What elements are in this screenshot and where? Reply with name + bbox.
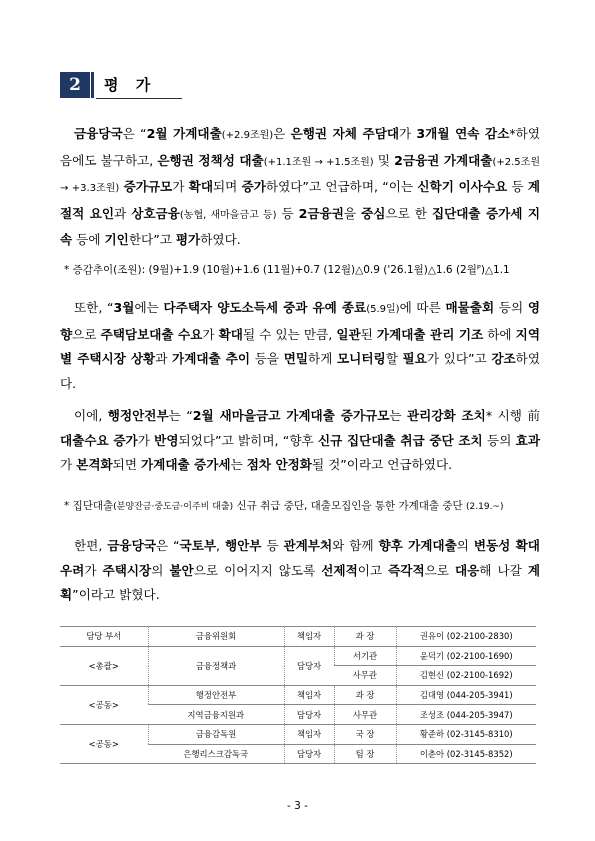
table-cell: 은행리스크감독국 xyxy=(148,744,284,764)
table-cell: 담당자 xyxy=(284,705,334,725)
body-text: 하였다”고 언급하며, “이는 xyxy=(265,179,418,194)
paragraph-mois xyxy=(60,404,540,478)
body-text: 등에 xyxy=(72,232,105,247)
body-text: (농협, 새마을금고 등) xyxy=(179,209,277,221)
body-text: *하였음에도 불구하고, xyxy=(60,126,540,168)
emphasis-text: 2금융권 가계대출 xyxy=(394,152,493,168)
emphasis-text: 2월 가계대출 xyxy=(146,126,222,141)
emphasis-text: 대출수요 증가 xyxy=(60,432,138,448)
emphasis-text: 확대 xyxy=(188,179,213,194)
table-cell: 서기관 xyxy=(334,646,396,666)
footnote-group-loan xyxy=(64,498,544,515)
table-row xyxy=(60,627,536,647)
body-text: 하게 xyxy=(308,351,338,366)
body-text: 등 xyxy=(276,205,299,221)
body-text: 가 있다”고 xyxy=(426,351,492,366)
table-cell: 금융감독원 xyxy=(148,724,284,744)
emphasis-text: 강조 xyxy=(491,351,516,366)
body-text: 가 xyxy=(172,179,189,194)
table-cell: 과 장 xyxy=(334,627,396,647)
body-text: 등을 xyxy=(250,351,284,366)
table-cell: <공동> xyxy=(60,685,148,724)
body-text: 하였다. xyxy=(200,232,241,247)
table-cell: 팀 장 xyxy=(334,744,396,764)
body-text: 등의 xyxy=(494,300,528,315)
body-text: 가 xyxy=(84,562,103,578)
body-text: 또한, “ xyxy=(74,300,114,315)
emphasis-text: 불안 xyxy=(169,562,194,578)
emphasis-text: 매물출회 xyxy=(445,300,495,315)
footnote-date: (2.19.~) xyxy=(466,502,504,512)
table-cell: 금융정책과 xyxy=(148,646,284,685)
emphasis-text: 향후 가계대출 xyxy=(378,538,457,553)
body-text: (+2.9조원) xyxy=(221,130,274,141)
paragraph-plan xyxy=(60,534,540,608)
body-text: 는 “ xyxy=(168,408,193,423)
footnote-detail: (분양잔금·중도금·이주비 대출) xyxy=(113,502,234,512)
table-cell: 국 장 xyxy=(334,724,396,744)
table-cell: 권유이 (02-2100-2830) xyxy=(396,627,536,647)
table-cell: 담당자 xyxy=(284,744,334,764)
footnote-text: 신규 취급 중단, 대출모집인을 통한 가계대출 중단 xyxy=(233,500,467,512)
emphasis-text: 일관 xyxy=(336,326,361,342)
emphasis-text: 대응 xyxy=(454,562,480,578)
body-text: (+2.5조원 → +3.3조원) xyxy=(60,156,540,194)
paragraph-evaluation xyxy=(60,122,540,253)
emphasis-text: 2금융권 xyxy=(298,205,344,221)
emphasis-text: 행정안전부 xyxy=(107,408,169,423)
body-text: 되면 xyxy=(112,457,142,472)
emphasis-text: 관리강화 조치 xyxy=(407,408,486,423)
section-number: 2 xyxy=(60,72,90,98)
emphasis-text: 선제적 xyxy=(321,562,358,578)
emphasis-text: 계획 xyxy=(60,562,540,602)
table-cell: 이춘아 (02-3145-8352) xyxy=(396,744,536,764)
emphasis-text: 계절적 요인 xyxy=(60,179,541,221)
emphasis-text: 반영 xyxy=(154,432,179,448)
emphasis-text: 상호금융 xyxy=(131,205,180,221)
body-text: 되며 xyxy=(213,179,242,194)
emphasis-text: 3개월 연속 감소 xyxy=(416,126,510,141)
emphasis-text: 가계대출 관리 기조 xyxy=(376,326,484,342)
table-cell: 사무관 xyxy=(334,666,396,686)
body-text: 은 “ xyxy=(122,126,147,141)
body-text: 및 xyxy=(373,152,395,168)
body-text: 된 xyxy=(360,326,377,342)
body-text: 는 xyxy=(389,408,408,423)
emphasis-text: 변동성 확대 우려 xyxy=(60,538,540,578)
emphasis-text: 모니터링 xyxy=(337,351,386,366)
table-cell: 담당 부서 xyxy=(60,627,148,647)
section-underline xyxy=(96,98,182,99)
emphasis-text: 확대 xyxy=(218,326,243,342)
emphasis-text: 증가 xyxy=(241,179,266,194)
table-row xyxy=(60,724,536,744)
emphasis-text: 지역별 주택시장 상황 xyxy=(60,326,540,366)
emphasis-text: 가계대출 추이 xyxy=(172,351,251,366)
table-row xyxy=(60,685,536,705)
body-text: 과 xyxy=(155,351,173,366)
body-text: 할 xyxy=(385,351,403,366)
emphasis-text: 행안부 xyxy=(224,538,262,553)
emphasis-text: 중심 xyxy=(361,205,386,221)
body-text: 의 xyxy=(151,562,170,578)
body-text: 가 xyxy=(399,126,417,141)
emphasis-text: 기인 xyxy=(104,232,129,247)
emphasis-text: 주택담보대출 수요 xyxy=(100,326,203,342)
table-cell: 행정안전부 xyxy=(148,685,284,705)
body-text: 하였다. xyxy=(60,351,541,391)
table-cell: <공동> xyxy=(60,724,148,763)
page-number: - 3 - xyxy=(287,800,308,812)
body-text: 과 xyxy=(114,205,132,221)
emphasis-text: 관계부처 xyxy=(283,538,333,553)
table-cell: 담당자 xyxy=(284,646,334,685)
emphasis-text: 다주택자 양도소득세 중과 유예 종료 xyxy=(163,300,367,315)
emphasis-text: 주택시장 xyxy=(102,562,152,578)
emphasis-text: 점차 안정화 xyxy=(246,457,312,472)
body-text: 될 것”이라고 언급하였다. xyxy=(311,457,453,472)
paragraph-outlook xyxy=(60,296,540,396)
body-text: 하에 xyxy=(483,326,516,342)
footnote-label: * 집단대출 xyxy=(64,500,114,512)
body-text: 가 xyxy=(202,326,219,342)
emphasis-text: 영향 xyxy=(60,300,540,342)
body-text: * 시행 前 xyxy=(485,408,540,423)
body-text: 는 xyxy=(230,457,247,472)
body-text: 되었다”고 밝히며, “향후 xyxy=(178,432,318,448)
body-text: 가 xyxy=(60,457,77,472)
emphasis-text: 신규 집단대출 취급 중단 조치 xyxy=(317,432,483,448)
table-cell: 금융위원회 xyxy=(148,627,284,647)
emphasis-text: 3월 xyxy=(113,300,135,315)
emphasis-text: 신학기 이사수요 xyxy=(417,179,508,194)
section-title: 평 가 xyxy=(104,76,157,94)
table-cell: 사무관 xyxy=(334,705,396,725)
table-cell: 김현신 (02-2100-1692) xyxy=(396,666,536,686)
contact-table xyxy=(60,626,536,764)
body-text: 와 함께 xyxy=(332,538,379,553)
body-text: 으로 xyxy=(424,562,455,578)
body-text: 될 수 있는 만큼, xyxy=(242,326,337,342)
body-text: 을 xyxy=(343,205,362,221)
table-cell: 김대영 (044-205-3941) xyxy=(396,685,536,705)
emphasis-text: 가계대출 증가세 xyxy=(141,457,231,472)
emphasis-text: 평가 xyxy=(175,232,201,247)
body-text: 으로 xyxy=(72,326,101,342)
body-text: 등 xyxy=(261,538,284,553)
body-text: 은 “ xyxy=(155,538,180,553)
table-cell: 책임자 xyxy=(284,627,334,647)
body-text: 한다”고 xyxy=(128,232,176,247)
body-text: 은 xyxy=(273,126,291,141)
section-header xyxy=(60,72,182,98)
emphasis-text: 금융당국 xyxy=(74,126,123,141)
emphasis-text: 효과 xyxy=(515,432,541,448)
table-row xyxy=(60,646,536,666)
body-text: 에 따른 xyxy=(399,300,446,315)
body-text: 가 xyxy=(137,432,155,448)
table-cell: 윤덕기 (02-2100-1690) xyxy=(396,646,536,666)
emphasis-text: 2월 새마을금고 가계대출 증가규모 xyxy=(192,408,390,423)
emphasis-text: 증가규모 xyxy=(123,179,173,194)
body-text: (+1.1조원 → +1.5조원) xyxy=(263,156,374,168)
body-text: ”이라고 밝혔다. xyxy=(72,587,160,602)
emphasis-text: 집단대출 증가세 지속 xyxy=(60,205,541,247)
body-text: 의 xyxy=(456,538,474,553)
body-text: 등 xyxy=(507,179,528,194)
table-cell: 지역금융지원과 xyxy=(148,705,284,725)
emphasis-text: 필요 xyxy=(402,351,427,366)
body-text: 이고 xyxy=(357,562,389,578)
footnote-trend: * 증감추이(조원): (9월)+1.9 (10월)+1.6 (11월)+0.7 (12월)△0.9 ('26.1월)△1.6 (2월ᴾ)△1.1 xyxy=(64,264,510,276)
body-text: 해 나갈 xyxy=(479,562,528,578)
emphasis-text: 즉각적 xyxy=(388,562,425,578)
emphasis-text: 면밀 xyxy=(283,351,309,366)
body-text: , xyxy=(216,538,225,553)
table-cell: 과 장 xyxy=(334,685,396,705)
body-text: 으로 이어지지 않도록 xyxy=(193,562,322,578)
emphasis-text: 금융당국 xyxy=(107,538,156,553)
table-cell: 조성조 (044-205-3947) xyxy=(396,705,536,725)
emphasis-text: 은행권 자체 주담대 xyxy=(290,126,400,141)
body-text: 으로 한 xyxy=(385,205,432,221)
emphasis-text: 본격화 xyxy=(76,457,113,472)
body-text: 이에, xyxy=(74,408,108,423)
emphasis-text: 국토부 xyxy=(179,538,217,553)
emphasis-text: 은행권 정책성 대출 xyxy=(157,152,264,168)
table-cell: <총괄> xyxy=(60,646,148,685)
body-text: 에는 xyxy=(134,300,164,315)
section-divider xyxy=(91,72,94,98)
table-cell: 책임자 xyxy=(284,685,334,705)
body-text: 등의 xyxy=(482,432,516,448)
table-cell: 황준하 (02-3145-8310) xyxy=(396,724,536,744)
body-text: (5.9일) xyxy=(366,304,400,315)
table-cell: 책임자 xyxy=(284,724,334,744)
body-text: 한편, xyxy=(74,538,108,553)
